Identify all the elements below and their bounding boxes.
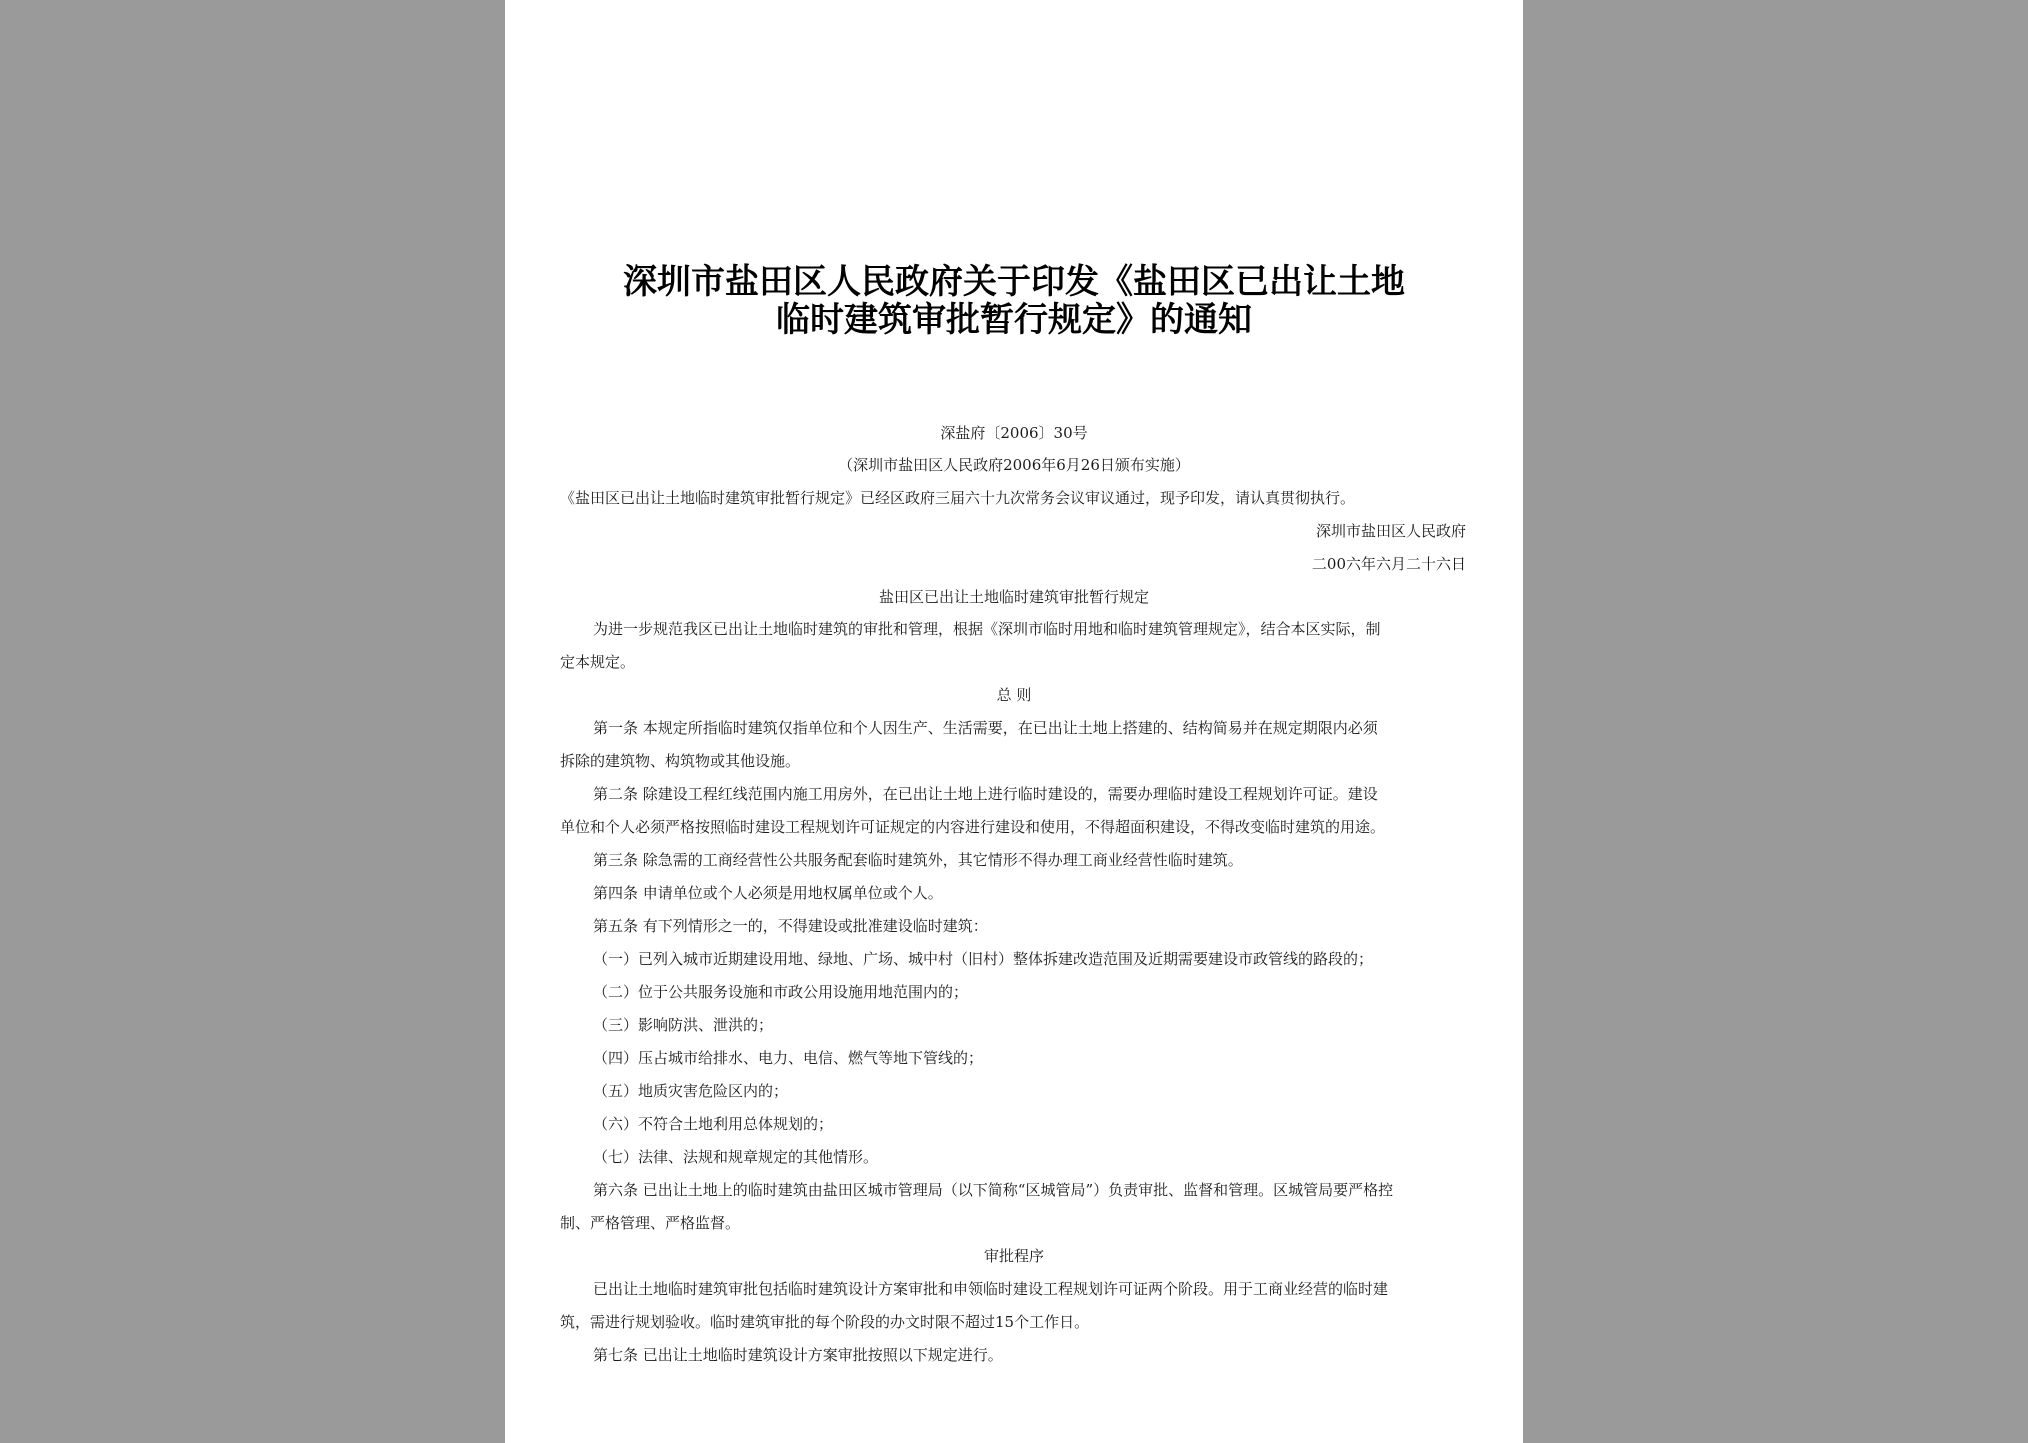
procedure-line2: 筑，需进行规划验收。临时建筑审批的每个阶段的办文时限不超过15个工作日。 [560, 1313, 1090, 1331]
article-5: 第五条 有下列情形之一的，不得建设或批准建设临时建筑： [593, 917, 988, 935]
article-1-line2: 拆除的建筑物、构筑物或其他设施。 [560, 752, 801, 770]
article-3: 第三条 除急需的工商经营性公共服务配套临时建筑外，其它情形不得办理工商业经营性临时建筑。 [593, 851, 1243, 869]
document-page [505, 0, 1523, 1443]
article-5-item: （二）位于公共服务设施和市政公用设施用地范围内的； [593, 983, 969, 1001]
procedure-line1: 已出让土地临时建筑审批包括临时建筑设计方案审批和申领临时建设工程规划许可证两个阶段。用于工商业经营的临时建 [593, 1280, 1389, 1298]
article-5-item: （四）压占城市给排水、电力、电信、燃气等地下管线的； [593, 1049, 984, 1067]
article-2-line1: 第二条 除建设工程红线范围内施工用房外，在已出让土地上进行临时建设的，需要办理临时建设工程规划许可证。建设 [593, 785, 1378, 803]
section-heading-procedure: 审批程序 [983, 1247, 1044, 1265]
document-title-line1: 深圳市盐田区人民政府关于印发《盐田区已出让土地 [623, 262, 1405, 302]
preamble-line1: 为进一步规范我区已出让土地临时建筑的审批和管理，根据《深圳市临时用地和临时建筑管理规定》，结合本区实际，制 [593, 620, 1381, 638]
regulation-title: 盐田区已出让土地临时建筑审批暂行规定 [878, 588, 1149, 606]
section-heading-general: 总 则 [996, 686, 1032, 704]
preamble-line2: 定本规定。 [560, 653, 636, 671]
document-number: 深盐府〔2006〕30号 [940, 424, 1088, 442]
article-5-item: （五）地质灾害危险区内的； [593, 1082, 789, 1100]
article-5-item: （六）不符合土地利用总体规划的； [593, 1115, 834, 1133]
article-6-line2: 制、严格管理、严格监督。 [560, 1214, 741, 1232]
article-5-item: （七）法律、法规和规章规定的其他情形。 [593, 1148, 879, 1166]
article-5-item: （一）已列入城市近期建设用地、绿地、广场、城中村（旧村）整体拆建改造范围及近期需要建设市政管线的路段的； [593, 950, 1374, 968]
issue-note: （深圳市盐田区人民政府2006年6月26日颁布实施） [838, 456, 1190, 474]
article-7: 第七条 已出让土地临时建筑设计方案审批按照以下规定进行。 [593, 1346, 1003, 1364]
issuer-signature: 深圳市盐田区人民政府 [1315, 522, 1466, 540]
article-2-line2: 单位和个人必须严格按照临时建设工程规划许可证规定的内容进行建设和使用，不得超面积建设，不得改变临时建筑的用途。 [560, 818, 1386, 836]
article-5-item: （三）影响防洪、泄洪的； [593, 1016, 774, 1034]
intro-paragraph: 《盐田区已出让土地临时建筑审批暂行规定》已经区政府三届六十九次常务会议审议通过，现予印发，请认真贯彻执行。 [560, 489, 1356, 507]
document-title-line2: 临时建筑审批暂行规定》的通知 [776, 300, 1252, 340]
article-1-line1: 第一条 本规定所指临时建筑仅指单位和个人因生产、生活需要，在已出让土地上搭建的、结构简易并在规定期限内必须 [593, 719, 1378, 737]
issue-date: 二00六年六月二十六日 [1311, 555, 1466, 573]
article-4: 第四条 申请单位或个人必须是用地权属单位或个人。 [593, 884, 943, 902]
article-6-line1: 第六条 已出让土地上的临时建筑由盐田区城市管理局（以下简称“区城管局”）负责审批、监督和管理。区城管局要严格控 [593, 1181, 1394, 1199]
